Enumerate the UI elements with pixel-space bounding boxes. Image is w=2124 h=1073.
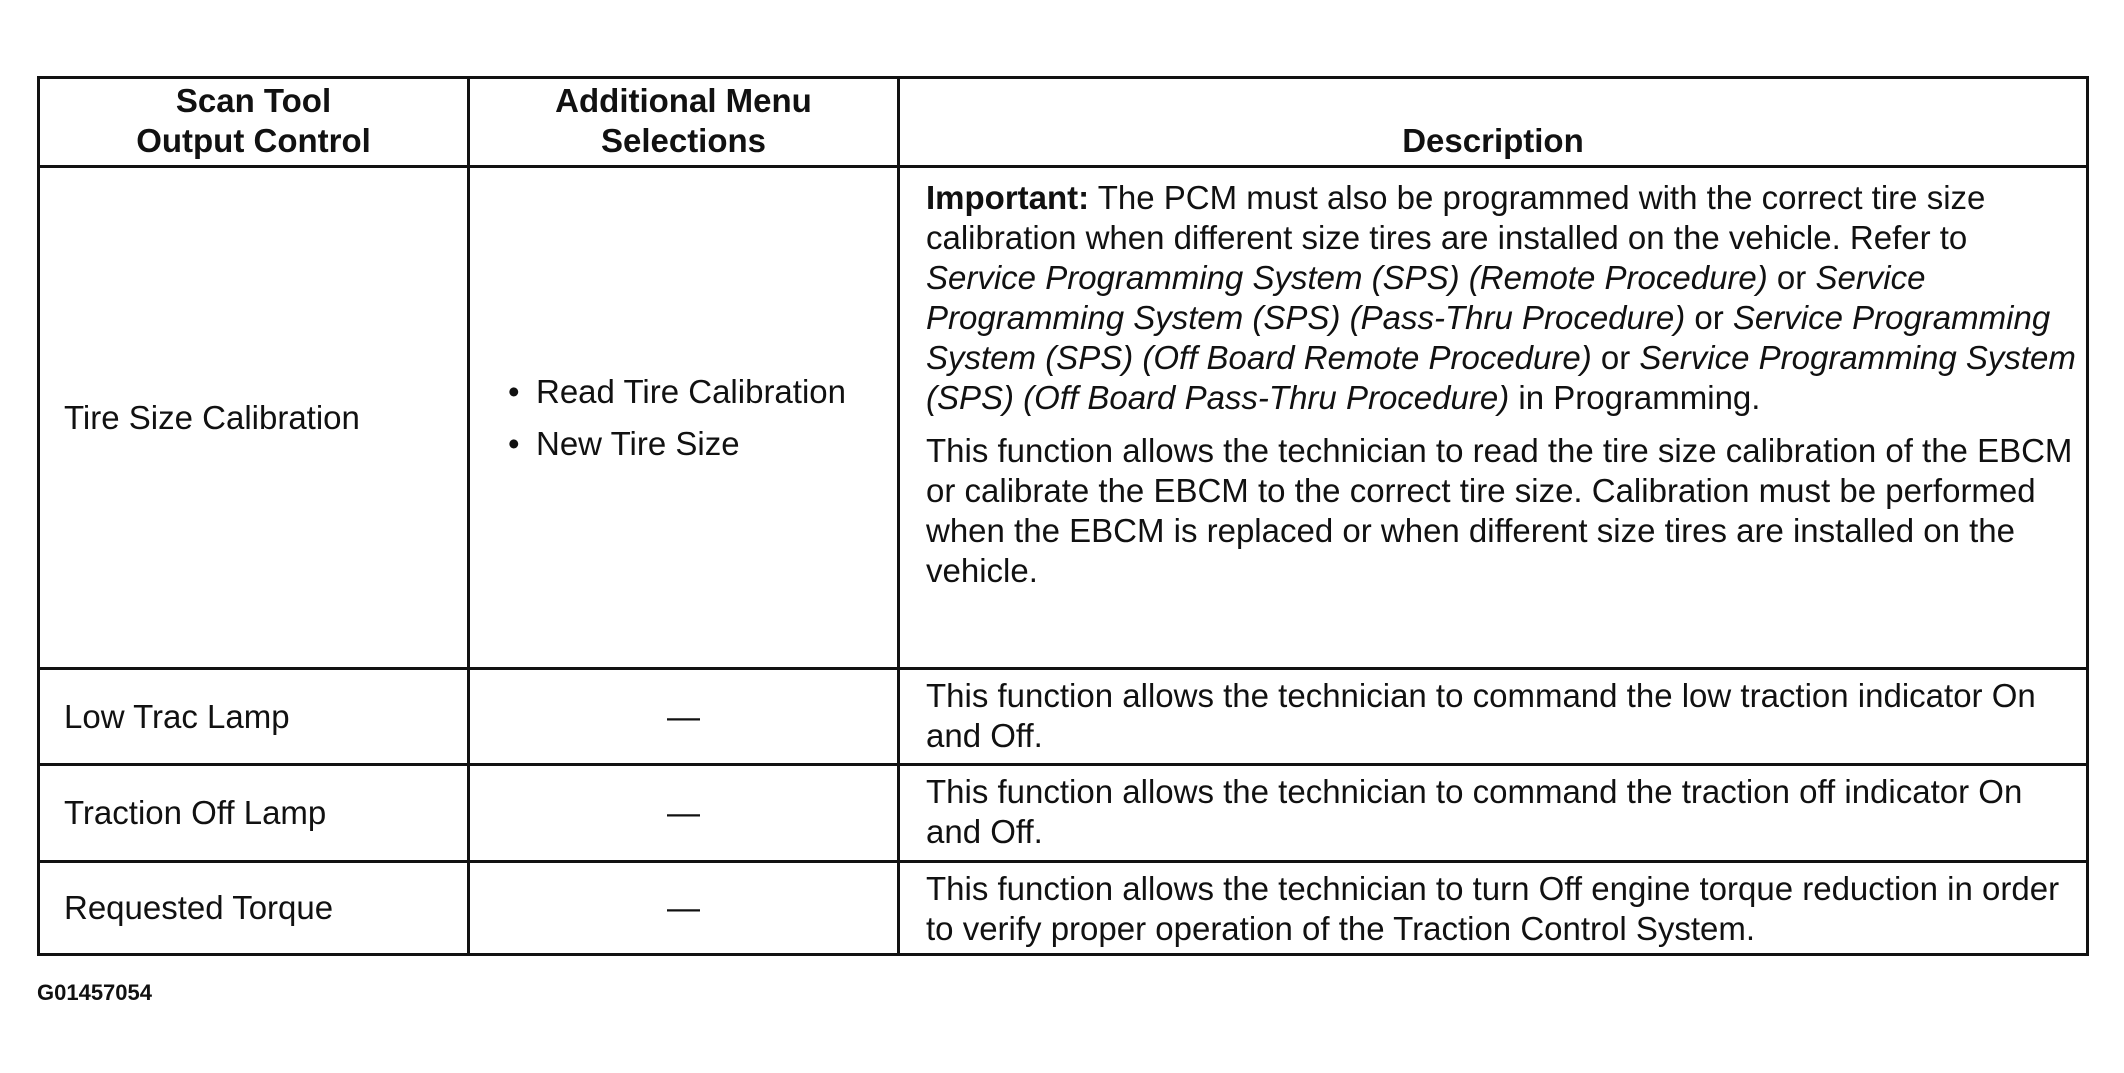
desc-text-part: in Programming. [1509,379,1761,416]
no-selection-dash: — [667,697,700,735]
no-selection-dash: — [667,889,700,926]
output-control-table [37,76,2089,956]
table-row [40,168,2086,670]
header-additional-menu: Additional Menu [555,82,812,119]
header-cell-description [900,79,2086,165]
table-row [40,670,2086,766]
cell-menu-selections [470,168,900,667]
header-selections: Selections [600,122,767,159]
sps-reference: Service Programming System (SPS) (Remote Procedure) [926,259,1768,296]
cell-description [900,863,2086,953]
cell-menu-selections [470,670,900,763]
figure-id: G01457054 [37,980,152,1005]
table-header-row [40,79,2086,168]
cell-menu-selections [470,863,900,953]
output-control-name: Tire Size Calibration [64,398,360,436]
description-text: This function allows the technician to command the traction off indicator On and Off. [926,773,2023,850]
header-output-control: Output Control [136,122,371,159]
header-scan-tool: Scan Tool [175,82,332,119]
description-text [926,178,2078,591]
sps-reference: Service Programming System (SPS) (Off Board Remote Procedure) [926,299,2051,376]
description-text: This function allows the technician to command the low traction indicator On and Off. [926,677,2036,754]
cell-description [900,670,2086,763]
output-control-name: Requested Torque [64,889,334,926]
no-selection-dash: — [667,794,700,831]
cell-output-control [40,168,470,667]
cell-menu-selections [470,766,900,860]
cell-description [900,766,2086,860]
list-item [508,372,887,412]
bullet-icon: • [508,372,520,410]
selection-label: Read Tire Calibration [536,372,846,410]
selection-list [508,372,887,464]
desc-text-part: or [1767,259,1816,296]
sps-reference: Service Programming System (SPS) (Off Board Pass-Thru Procedure) [926,339,2076,416]
cell-output-control [40,670,470,763]
desc-text-part: or [1591,339,1640,376]
desc-text-part: or [1685,299,1733,336]
desc-text-part: The PCM must also be programmed with the correct tire size calibration when different size tires are installed on the vehicle. Refer to [926,179,1986,256]
important-label: Important: [926,179,1090,216]
header-cell-output-control [40,79,470,165]
header-description: Description [1402,122,1584,159]
description-text: This function allows the technician to turn Off engine torque reduction in order to verify proper operation of the Traction Control System. [926,870,2060,947]
function-paragraph: This function allows the technician to read the tire size calibration of the EBCM or calibrate the EBCM to the correct tire size. Calibration must be performed when the EBCM is replaced or when different size tires are installed on the vehicle. [926,432,2073,589]
sps-reference: Service Programming System (SPS) (Pass-Thru Procedure) [926,259,1926,336]
cell-output-control [40,766,470,860]
list-item [508,424,887,464]
output-control-name: Low Trac Lamp [64,697,290,735]
bullet-icon: • [508,424,520,462]
cell-output-control [40,863,470,953]
table-row [40,863,2086,953]
table-row [40,766,2086,863]
cell-description [900,168,2086,667]
header-cell-menu-selections [470,79,900,165]
output-control-name: Traction Off Lamp [64,794,327,831]
selection-label: New Tire Size [536,424,740,462]
important-paragraph [926,178,2078,418]
